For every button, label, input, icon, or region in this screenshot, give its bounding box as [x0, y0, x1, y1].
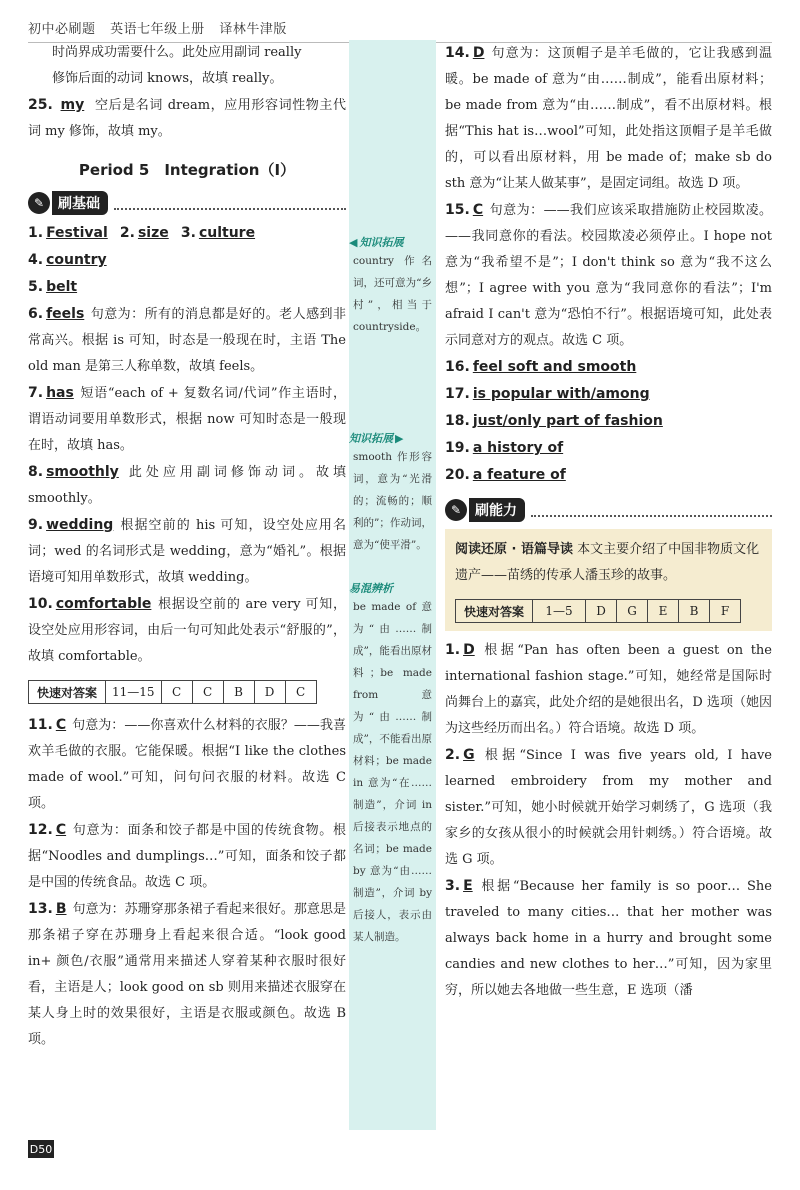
right-column: [445, 40, 772, 1004]
reading-answer-2: [445, 742, 772, 873]
item-explanation: 句意为：所有的消息都是好的。老人感到非常高兴。根据 is 可知，时态是一般现在时，主语 The old man 是第三人称单数，故填 feels。: [28, 307, 346, 374]
quick-answer-cell: D: [254, 681, 285, 704]
item-explanation: 句意为：——你喜欢什么材料的衣服？——我喜欢羊毛做的衣服。它能保暖。根据“I like the clothes made of wool.”可知，问句问衣服的材料。故选 C 项。: [28, 718, 346, 811]
quick-answer-cell: B: [223, 681, 254, 704]
quick-answer-cell: F: [710, 600, 741, 623]
item-answer: country: [46, 252, 107, 268]
answer-item-10: [28, 591, 346, 670]
answer-item-8: [28, 459, 346, 512]
period-title: Period 5 Integration（Ⅰ）: [78, 161, 296, 179]
reading-intro-title: 阅读还原 · 语篇导读: [455, 542, 573, 557]
note-tag-confusable: [349, 580, 436, 596]
quick-answer-cell: E: [648, 600, 679, 623]
item-answer: C: [55, 822, 67, 838]
item-number: 2.: [119, 225, 135, 241]
item-explanation: 句意为：——我们应该采取措施防止校园欺凌。——我同意你的看法。校园欺凌必须停止。I hope not 意为“我希望不是”；I don't think so 意为“我不这么想”；I agree with you 意为“我同意你的看法”；I'm afraid I can't 意为“恐怕不行”。根据语境可知，此处表示同意对方的观点。故选 C 项。: [445, 203, 772, 348]
dotted-divider: [114, 196, 346, 210]
item-number: 19.: [445, 440, 470, 456]
item-number: 3.: [180, 225, 196, 241]
section-basic-header: [28, 190, 346, 216]
note-tag-label: 知识拓展: [349, 432, 393, 445]
item-number: 1.: [445, 642, 461, 658]
quick-answer-cell: G: [617, 600, 648, 623]
answer-item-19: [445, 435, 772, 462]
quick-answer-label: 快速对答案: [456, 600, 533, 623]
reading-answer-1: [445, 637, 772, 742]
item-number: 4.: [28, 252, 44, 268]
answer-item-13: [28, 896, 346, 1053]
item-number: 11.: [28, 717, 53, 733]
item-explanation: 空后是名词 dream，应用形容词性物主代词 my 修饰，故填 my。: [28, 98, 346, 139]
answer-item-7: [28, 380, 346, 459]
item-number: 8.: [28, 464, 44, 480]
item-answer: comfortable: [55, 596, 152, 612]
item-explanation: 句意为：这顶帽子是羊毛做的，它让我感到温暖。be made of 意为“由……制成”，能看出原材料；be made from 意为“由……制成”，看不出原材料。根据“This hat is…wool”可知，此处指这顶帽子是羊毛做的，可以看出原材料，用 be made of；make sb do sth 意为“让某人做某事”，是固定词组。故选 D 项。: [445, 46, 772, 191]
quick-answer-range: 11—15: [106, 681, 162, 704]
quick-answer-cell: C: [161, 681, 192, 704]
item-answer: wedding: [46, 517, 114, 533]
item-answer: D: [472, 45, 485, 61]
subject-name: 英语七年级上册: [110, 22, 205, 37]
reading-answer-3: [445, 873, 772, 1004]
item-number: 6.: [28, 306, 44, 322]
answer-item-11: [28, 712, 346, 817]
quick-answer-table: [455, 599, 741, 623]
item-number: 20.: [445, 467, 470, 483]
item-answer: Festival: [46, 225, 108, 241]
item-number: 14.: [445, 45, 470, 61]
pen-icon: ✎: [445, 499, 467, 521]
quick-answer-table: [28, 680, 317, 704]
continued-line-1: 时尚界成功需要什么。此处应用副词 really: [52, 45, 302, 60]
item-explanation: 根据设空前的 are very 可知，设空处应用形容词，由后一句可知此处表示“舒服的”，故填 comfortable。: [28, 597, 346, 664]
item-number: 7.: [28, 385, 44, 401]
page-header: [28, 18, 428, 37]
item-answer: size: [137, 225, 169, 241]
item-answer: G: [463, 747, 475, 763]
item-number: 17.: [445, 386, 470, 402]
item-explanation: 短语“each of + 复数名词/代词”作主语时，谓语动词要用单数形式，根据 now 可知时态是一般现在时，故填 has。: [28, 386, 346, 453]
item-number: 16.: [445, 359, 470, 375]
item-answer: feels: [46, 306, 85, 322]
answer-item-18: [445, 408, 772, 435]
item-answer: B: [55, 901, 67, 917]
item-number: 9.: [28, 517, 44, 533]
quick-answer-cell: D: [586, 600, 617, 623]
continued-line-2: 修饰后面的动词 knows，故填 really。: [52, 71, 283, 86]
item-explanation: 此处应用副词修饰动词。故填 smoothly。: [28, 465, 346, 506]
answer-item-15: [445, 197, 772, 354]
item-answer: belt: [46, 279, 78, 295]
item-number: 1.: [28, 225, 44, 241]
item-answer: a history of: [472, 440, 564, 456]
side-notes-column: [349, 40, 436, 1130]
section-ability-label: 刷能力: [469, 498, 525, 522]
section-ability-header: [445, 497, 772, 523]
item-answer: D: [463, 642, 475, 658]
left-column: [28, 40, 346, 1053]
answers-row-1-4: [28, 220, 346, 274]
answer-item-12: [28, 817, 346, 896]
note-tag-knowledge: [349, 430, 436, 446]
answer-item-9: [28, 512, 346, 591]
item-number: 12.: [28, 822, 53, 838]
item-number: 10.: [28, 596, 53, 612]
reading-intro-text: 本文主要介绍了中国非物质文化遗产——苗绣的传承人潘玉珍的故事。: [455, 542, 760, 583]
edition-name: 译林牛津版: [219, 22, 287, 37]
arrow-right-icon: ▶: [395, 431, 404, 445]
answer-item-6: [28, 301, 346, 380]
item-explanation: 根据“Since I was five years old, I have learned embroidery from my mother and sister.”可知，她小时候就开始学习刺绣了，G 选项（我家乡的女孩从很小的时候就会用针刺绣。）符合语境。故选 G 项。: [445, 748, 772, 867]
note-tag-label: 知识拓展: [359, 236, 404, 249]
quick-answer-cell: C: [285, 681, 316, 704]
item-number: 25.: [28, 97, 53, 113]
answers-row-5: [28, 274, 346, 301]
pen-icon: ✎: [28, 192, 50, 214]
answer-item-17: [445, 381, 772, 408]
quick-answer-label: 快速对答案: [29, 681, 106, 704]
note-be-made: be made of 意为“由……制成”，能看出原材料；be made from 意为“由……制成”，不能看出原材料；be made in 意为“在……制造”，介词 in 后接表示地点的名词；be made by 意为“由……制造”，介词 by 后接人，表示由某人制造。: [353, 601, 432, 943]
item-number: 2.: [445, 747, 461, 763]
note-smooth: smooth 作形容词，意为“光滑的；流畅的；顺利的”；作动词，意为“使平滑”。: [353, 451, 432, 551]
item-explanation: 句意为：苏珊穿那条裙子看起来很好。那意思是那条裙子穿在苏珊身上看起来很合适。“look good in+ 颜色/衣服”通常用来描述人穿着某种衣服时很好看，主语是人；look good on sb 则用来描述衣服穿在某人身上时的效果很好，主语是衣服或颜色。故选 B 项。: [28, 902, 346, 1047]
item-answer: has: [46, 385, 74, 401]
section-basic-label: 刷基础: [52, 191, 108, 215]
item-answer: culture: [198, 225, 256, 241]
quick-answer-range: 1—5: [533, 600, 586, 623]
reading-intro: [455, 537, 762, 589]
series-name: 初中必刷题: [28, 22, 96, 37]
item-number: 5.: [28, 279, 44, 295]
item-answer: E: [463, 878, 473, 894]
item-number: 3.: [445, 878, 461, 894]
note-tag-label: 易混辨析: [349, 582, 393, 595]
item-explanation: 句意为：面条和饺子都是中国的传统食物。根据“Noodles and dumplings…”可知，面条和饺子都是中国的传统食品。故选 C 项。: [28, 823, 346, 890]
answer-item-20: [445, 462, 772, 489]
item-answer: C: [472, 202, 484, 218]
quick-answer-cell: C: [192, 681, 223, 704]
item-number: 18.: [445, 413, 470, 429]
item-explanation: 根据“Pan has often been a guest on the international fashion stage.”可知，她经常是国际时尚舞台上的嘉宾，此处介绍的是她很出名，D 选项（她因为这些经历而出名。）符合语境。故选 D 项。: [445, 643, 772, 736]
item-answer: C: [55, 717, 67, 733]
note-country: country 作名词，还可意为“乡村”，相当于 countryside。: [353, 255, 432, 333]
item-answer: smoothly: [46, 464, 119, 480]
item-number: 15.: [445, 202, 470, 218]
item-answer: just/only part of fashion: [472, 413, 663, 429]
item-number: 13.: [28, 901, 53, 917]
answer-item-16: [445, 354, 772, 381]
note-tag-knowledge: [349, 234, 436, 250]
answer-item-25: [28, 92, 346, 145]
arrow-left-icon: ◀: [349, 235, 358, 249]
reading-intro-box: [445, 529, 772, 631]
answer-item-14: [445, 40, 772, 197]
dotted-divider: [531, 503, 772, 517]
quick-answer-cell: B: [679, 600, 710, 623]
item-explanation: 根据空前的 his 可知，设空处应用名词；wed 的名词形式是 wedding，意为“婚礼”。根据语境可知用单数形式，故填 wedding。: [28, 518, 346, 585]
item-answer: feel soft and smooth: [472, 359, 637, 375]
item-answer: is popular with/among: [472, 386, 650, 402]
item-answer: my: [60, 97, 85, 113]
item-explanation: 根据“Because her family is so poor… She traveled to many cities… that her mother was always back home in a hurry and brought some candies and new clothes to her…”可知，因为家里穷，所以她去各地做一些生意，E 选项（潘: [445, 879, 772, 998]
item-answer: a feature of: [472, 467, 566, 483]
page-number: D50: [28, 1140, 54, 1158]
